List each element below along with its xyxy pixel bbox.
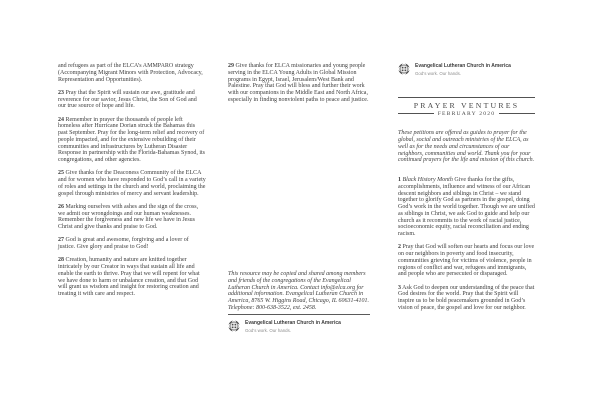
left-column [58, 63, 206, 304]
para-number: 23 [58, 89, 64, 96]
para-number: 1 [398, 177, 401, 183]
para-number: 2 [398, 244, 401, 251]
para-text: Ask God to deepen our understanding of the peace that God desires for the world. Pray that the Spirit will inspire us to be bold peacemakers grounded in God’s vision of peace, the gospel and love for our neighbor. [398, 284, 535, 311]
para-number: 26 [58, 203, 64, 210]
para-number: 25 [58, 170, 64, 177]
elca-logo [398, 63, 535, 76]
globe-cross-icon [228, 320, 240, 332]
para-number: 3 [398, 284, 401, 291]
para-text: Remember in prayer the thousands of people left homeless after Hurricane Dorian struck the Bahamas this past September. Pray for the long-term relief and recovery of people impacted, and for the extensive rebuilding of their communities and infrastructures by Lutheran Disaster Response in partnership with the Florida-Bahamas Synod, its congregations, and other agencies. [58, 116, 205, 163]
paragraph [228, 63, 369, 104]
footer-logo-block [228, 314, 370, 333]
globe-cross-icon [398, 63, 410, 75]
paragraph [58, 204, 206, 231]
para-number: 24 [58, 116, 64, 123]
para-text: Give thanks for the gifts, accomplishments, influence and witness of our African descent neighbors and siblings in Christ – we stand together to glorify God as partners in the gospel, doing God’s work in the world together. Though we are unified as siblings in Christ, we ask God to guide and help our church as it recommits to the work of racial justice, socioeconomic equity, racial reconciliation and ending racism. [398, 177, 535, 237]
logo-text [245, 320, 341, 333]
para-number: 29 [228, 63, 234, 69]
logo-tagline: God’s work. Our hands. [415, 70, 462, 76]
para-text: Marking ourselves with ashes and the sign of the cross, we admit our wrongdoings and our human weaknesses. Remember the forgiveness and new life we have in Jesus Christ and give thanks and praise to God. [58, 203, 199, 230]
para-text: Pray that the Spirit will sustain our awe, gratitude and reverence for our savior, Jesus Christ, the Son of God and our true source of hope and life. [58, 89, 197, 110]
para-text: God is great and awesome, forgiving and a lover of justice. Give glory and praise to God! [58, 237, 189, 250]
paragraph [398, 285, 535, 312]
para-lead: Black History Month [402, 177, 453, 183]
page-subtitle: FEBRUARY 2020 [437, 110, 496, 117]
para-number: 28 [58, 257, 64, 264]
logo-tagline: God’s work. Our hands. [245, 327, 292, 333]
logo-name: Evangelical Lutheran Church in America [245, 320, 341, 326]
title-block [398, 97, 535, 118]
paragraph [58, 63, 206, 83]
middle-column [228, 63, 369, 110]
right-column [398, 63, 535, 318]
page-title: PRAYER VENTURES [413, 100, 520, 110]
paragraph [58, 117, 206, 164]
paragraph [398, 244, 535, 278]
subtitle-rule-right [499, 113, 535, 114]
para-text: Give thanks for ELCA missionaries and young people serving in the ELCA Young Adults in Global Mission programs in Egypt, Israel, Jerusalem/West Bank and Palestine. Pray that God will bless and further their work with our companions in the Middle East and North Africa, especially in finding nonviolent paths to peace and justice. [228, 63, 369, 103]
intro-text: These petitions are offered as guides to prayer for the global, social and outreach ministries of the ELCA, as well as for the needs and circumstances of our neighbors, communities and world. Thank you for your continued prayers for the life and mission of this church. [398, 130, 535, 164]
elca-logo [228, 320, 370, 333]
paragraph [58, 257, 206, 298]
paragraph [58, 90, 206, 110]
para-number: 27 [58, 237, 64, 244]
para-text: Creation, humanity and nature are knitted together intricately by our Creator in ways that sustain all life and enable the earth to thrive. Pray that we will repent for what we have done to harm or unbalance creation, and that God will grant us wisdom and insight for restoring creation and treating it with care and respect. [58, 257, 200, 297]
para-text: Pray that God will soften our hearts and focus our love on our neighbors in poverty and food insecurity, communities grieving for victims of violence, people in regions of conflict and war, refugees and immigrants, and people who are persecuted or disparaged. [398, 244, 535, 278]
paragraph [58, 170, 206, 197]
para-text: and refugees as part of the ELCA’s AMMPARO strategy (Accompanying Migrant Minors with Protection, Advocacy, Representation and Opportunities). [58, 63, 203, 83]
logo-name: Evangelical Lutheran Church in America [415, 63, 511, 69]
copyright-note: This resource may be copied and shared among members and friends of the congregations of the Evangelical Lutheran Church in America. Contact info@elca.org for additional information. Evangelical Lutheran Church in America, 8765 W. Higgins Road, Chicago, IL 60631-4101. Telephone: 800-638-3522, ext. 2458. [228, 271, 369, 311]
para-text: Give thanks for the Deaconess Community of the ELCA and for women who have responded to God’s call in a variety of roles and settings in the church and world, proclaiming the gospel through ministries of mercy and servant leadership. [58, 170, 206, 197]
logo-text [415, 63, 511, 76]
paragraph [398, 177, 535, 238]
page-subtitle-row [398, 111, 535, 118]
paragraph [58, 237, 206, 251]
subtitle-rule-left [398, 113, 434, 114]
